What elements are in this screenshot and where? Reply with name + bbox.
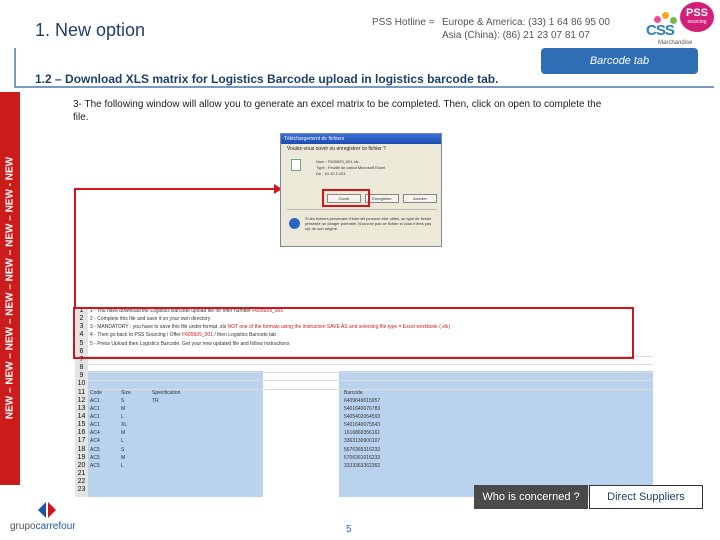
table-row bbox=[88, 397, 653, 405]
empty-row bbox=[88, 364, 653, 365]
instruction-highlight-text: NOT one of the formats using the instruction SAVE AS and selecting file type = Excel workbook (.xls) bbox=[227, 324, 451, 331]
row-number: 14 bbox=[77, 412, 86, 420]
instruction-highlight-text: F609929_001 bbox=[252, 308, 284, 314]
pss-css-logo bbox=[644, 2, 718, 48]
row-number: 15 bbox=[77, 421, 86, 429]
row-number: 19 bbox=[77, 453, 86, 461]
dialog-info-line: Type : Feuille de calcul Microsoft Excel bbox=[316, 165, 385, 170]
row-number: 10 bbox=[77, 380, 86, 388]
save-button[interactable]: Enregistrer bbox=[365, 194, 399, 203]
dialog-warning: Si les fichiers provenant d'Internet peuvent être utiles, ce type de fichier présente un danger potentiel. N'ouvrez pas ce fichier si vous n'êtes pas sûr de son origine. bbox=[305, 216, 432, 231]
table-row bbox=[88, 405, 653, 413]
column-header: Barcode bbox=[344, 389, 363, 396]
row-number: 4 bbox=[79, 331, 84, 339]
new-side-banner bbox=[0, 92, 20, 485]
table-cell[interactable]: AC4 bbox=[90, 438, 100, 445]
dialog-divider bbox=[287, 209, 437, 210]
instruction-text: 2 - Complete this file and save it on your own directory bbox=[90, 316, 211, 323]
table-row bbox=[88, 413, 653, 421]
table-cell[interactable]: L bbox=[121, 462, 124, 469]
instruction-text: 3- The following window will allow you to generate an excel matrix to be completed. Then, click on open to complete the file. bbox=[73, 99, 602, 123]
table-cell[interactable]: AC5 bbox=[90, 446, 100, 453]
table-header-row bbox=[88, 389, 653, 397]
table-cell[interactable]: TR bbox=[152, 397, 159, 404]
table-row bbox=[88, 462, 653, 470]
cancel-button[interactable]: Annuler bbox=[403, 194, 437, 203]
table-cell[interactable]: XL bbox=[121, 422, 128, 429]
connector-line-horizontal bbox=[74, 188, 280, 190]
dialog-titlebar: Téléchargement de fichiers bbox=[281, 134, 441, 144]
instruction-text: 4 - Then go back to PSS Sourcing / Offer bbox=[90, 332, 183, 339]
new-banner-text: NEW – NEW – NEW – NEW – NEW – NEW – NEW - NEW bbox=[4, 156, 16, 420]
table-cell[interactable]: 5401640076783 bbox=[344, 405, 381, 412]
hotline-europe: Europe & America: (33) 1 64 86 95 00 bbox=[442, 17, 610, 28]
instruction-text: 5 - Press Upload then Logistics Barcode. Get your new updated file and follow instructions bbox=[90, 340, 290, 347]
barcode-tab-label: Barcode tab bbox=[541, 48, 698, 74]
pss-logo-text: PSS bbox=[685, 7, 708, 19]
table-cell[interactable]: S bbox=[121, 446, 125, 453]
brand-name: carrefour bbox=[35, 521, 76, 532]
connector-line-vertical bbox=[74, 188, 76, 308]
pss-logo-badge bbox=[680, 2, 714, 32]
brand-wordmark bbox=[10, 521, 76, 532]
table-cell[interactable]: AC1 bbox=[90, 405, 100, 412]
dialog-info-line: Nom : F609929_001.xls bbox=[316, 159, 359, 164]
row-number: 6 bbox=[79, 347, 84, 355]
table-cell[interactable]: S bbox=[121, 397, 125, 404]
table-cell[interactable]: AC1 bbox=[90, 422, 100, 429]
who-is-concerned-button[interactable]: Who is concerned ? bbox=[474, 485, 588, 509]
hotline-asia: Asia (China): (86) 21 23 07 81 07 bbox=[442, 30, 590, 41]
table-row bbox=[88, 446, 653, 454]
table-cell[interactable]: AC5 bbox=[90, 462, 100, 469]
table-cell[interactable]: M bbox=[121, 405, 126, 412]
row-number: 20 bbox=[77, 461, 86, 469]
table-cell[interactable]: AC4 bbox=[90, 430, 100, 437]
instruction-text: 3 - MANDATORY : you have to save this file under format .xls bbox=[90, 324, 228, 331]
table-cell[interactable]: 3333363362362 bbox=[344, 462, 381, 469]
table-cell[interactable]: M bbox=[121, 430, 126, 437]
instruction-highlight-text: F609929_001 bbox=[182, 332, 213, 339]
hotline-label: PSS Hotline = bbox=[372, 17, 435, 28]
excel-file-icon bbox=[291, 159, 301, 171]
direct-suppliers-button[interactable]: Direct Suppliers bbox=[589, 485, 703, 509]
table-cell[interactable]: AC1 bbox=[90, 397, 100, 404]
dialog-question: Voulez-vous ouvrir ou enregistrer ce fichier ? bbox=[287, 146, 386, 152]
instruction-text: 1 - You have download the Logistics Barcode upload file for offer number bbox=[90, 308, 253, 314]
open-button[interactable]: Ouvrir bbox=[327, 194, 361, 203]
column-header: Code bbox=[90, 389, 102, 396]
table-cell[interactable]: 5706361016233 bbox=[344, 454, 381, 461]
dialog-file-info bbox=[316, 159, 426, 177]
pss-logo-sub: sourcing bbox=[687, 19, 707, 25]
table-cell[interactable]: L bbox=[121, 438, 124, 445]
shield-warning-icon bbox=[289, 218, 300, 229]
css-logo-sub: Marchandise bbox=[658, 40, 693, 46]
table-cell[interactable]: L bbox=[121, 413, 124, 420]
groupe-carrefour-logo bbox=[10, 500, 100, 538]
css-logo-text: CSS bbox=[646, 22, 674, 39]
table-row bbox=[88, 421, 653, 429]
dialog-info-line: De : 10.10.2.101 bbox=[316, 171, 346, 176]
row-number: 2 bbox=[79, 315, 84, 323]
row-number: 23 bbox=[77, 486, 86, 494]
row-number: 12 bbox=[77, 396, 86, 404]
table-cell[interactable]: 5405402054593 bbox=[344, 413, 381, 420]
column-header: Size bbox=[121, 389, 131, 396]
table-cell[interactable]: 1616869356161 bbox=[344, 430, 381, 437]
row-number: 21 bbox=[77, 470, 86, 477]
table-row bbox=[88, 437, 653, 445]
table-row bbox=[88, 454, 653, 462]
row-number: 1 bbox=[79, 307, 84, 314]
empty-row bbox=[88, 372, 653, 373]
row-number: 11 bbox=[77, 388, 86, 396]
row-number: 17 bbox=[77, 437, 86, 445]
table-cell[interactable]: 5676365316233 bbox=[344, 446, 381, 453]
table-cell[interactable]: AC1 bbox=[90, 413, 100, 420]
row-number: 9 bbox=[79, 372, 84, 380]
row-number: 5 bbox=[79, 339, 84, 347]
table-cell[interactable]: M bbox=[121, 454, 126, 461]
carrefour-mark-icon bbox=[36, 500, 58, 520]
table-cell[interactable]: 3363130900107 bbox=[344, 438, 381, 445]
brand-prefix: grupo bbox=[10, 521, 36, 532]
table-cell[interactable]: 6409649015957 bbox=[344, 397, 381, 404]
table-cell[interactable]: 5401640075543 bbox=[344, 422, 381, 429]
column-header: Specification bbox=[152, 389, 181, 396]
empty-row bbox=[88, 380, 653, 381]
open-button-highlight bbox=[322, 189, 370, 207]
row-number: 22 bbox=[77, 478, 86, 486]
table-cell[interactable]: AC5 bbox=[90, 454, 100, 461]
instructions-highlight bbox=[73, 307, 634, 359]
row-number: 18 bbox=[77, 445, 86, 453]
header-divider bbox=[14, 86, 714, 88]
row-number: 16 bbox=[77, 429, 86, 437]
row-number: 13 bbox=[77, 404, 86, 412]
section-title: 1.2 – Download XLS matrix for Logistics Barcode upload in logistics barcode tab. bbox=[35, 72, 499, 86]
row-number: 8 bbox=[79, 364, 84, 372]
instruction-text: / then Logistics Barcode tab bbox=[212, 332, 277, 339]
table-row bbox=[88, 429, 653, 437]
page-number: 5 bbox=[346, 524, 352, 535]
slide-title: 1. New option bbox=[35, 20, 146, 40]
row-number: 7 bbox=[79, 355, 84, 363]
row-number: 3 bbox=[79, 323, 84, 331]
corner-bracket bbox=[14, 48, 16, 86]
